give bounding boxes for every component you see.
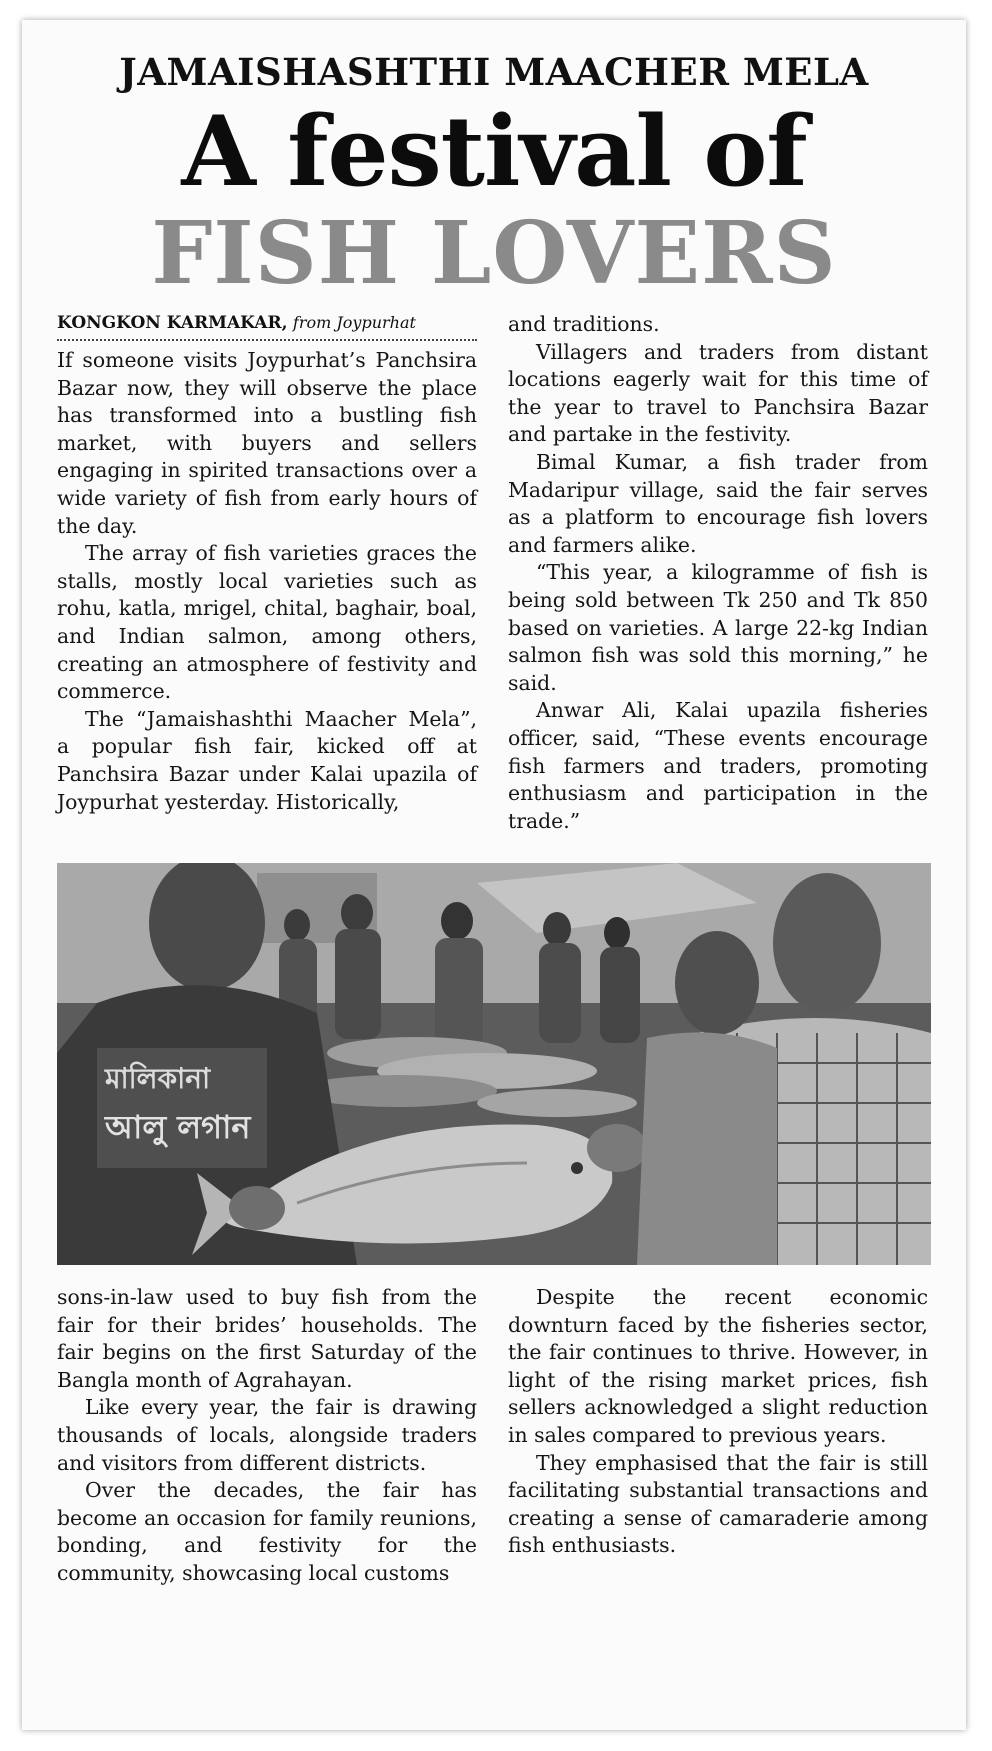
article-column-2 <box>508 311 928 835</box>
paragraph: Villagers and traders from distant locations eagerly wait for this time of the year to travel to Panchsira Bazar and partake in the festivity. <box>508 339 928 447</box>
paragraph: Like every year, the fair is drawing thousands of locals, alongside traders and visitors from different districts. <box>57 1395 477 1475</box>
paragraph: “This year, a kilogramme of fish is being sold between Tk 250 and Tk 850 based on varieties. A large 22-kg Indian salmon fish was sold this morning,” he said. <box>508 560 928 695</box>
paragraph: They emphasised that the fair is still facilitating substantial transactions and creating a sense of camaraderie among fish enthusiasts. <box>508 1450 928 1558</box>
shirt-print-line-1: মালিকানা <box>105 1062 211 1095</box>
paragraph: The array of fish varieties graces the stalls, mostly local varieties such as rohu, katla, mrigel, chital, baghair, boal, and Indian salmon, among others, creating an atmosphere of festivity and commerce. <box>57 541 477 704</box>
paragraph: sons-in-law used to buy fish from the fair for their brides’ households. The fair begins on the first Saturday of the Bangla month of Agrahayan. <box>57 1285 477 1392</box>
byline-author: KONGKON KARMAKAR, <box>57 313 288 333</box>
news-photo-fish-market <box>57 863 931 1265</box>
paragraph: The “Jamaishashthi Maacher Mela”, a popular fish fair, kicked off at Panchsira Bazar under Kalai upazila of Joypurhat yesterday. Historically, <box>57 706 477 814</box>
paragraph: Despite the recent economic downturn faced by the fisheries sector, the fair continues to thrive. However, in light of the rising market prices, fish sellers acknowledged a slight reduction in sales compared to previous years. <box>508 1285 928 1447</box>
article-column-1 <box>57 347 477 816</box>
paragraph: and traditions. <box>508 312 660 336</box>
article-column-4 <box>508 1284 928 1560</box>
paragraph: Over the decades, the fair has become an occasion for family reunions, bonding, and festivity for the community, showcasing local customs <box>57 1478 477 1585</box>
byline-location: from Joypurhat <box>292 313 416 332</box>
headline-line-2: FISH LOVERS <box>151 203 837 304</box>
byline <box>57 313 477 341</box>
headline-line-1: A festival of <box>181 95 807 208</box>
paragraph: If someone visits Joypurhat’s Panchsira Bazar now, they will observe the place has transformed into a bustling fish market, with buyers and sellers engaging in spirited transactions over a wide variety of fish from early hours of the day. <box>57 348 477 538</box>
shirt-print-line-2: আলু লগান <box>105 1108 251 1146</box>
kicker: JAMAISHASHTHI MAACHER MELA <box>119 50 869 94</box>
newspaper-clipping <box>22 20 966 1730</box>
article-column-3 <box>57 1284 477 1588</box>
paragraph: Anwar Ali, Kalai upazila fisheries officer, said, “These events encourage fish farmers and traders, promoting enthusiasm and participation in the trade.” <box>508 698 928 833</box>
paragraph: Bimal Kumar, a fish trader from Madaripur village, said the fair serves as a platform to encourage fish lovers and farmers alike. <box>508 449 928 557</box>
